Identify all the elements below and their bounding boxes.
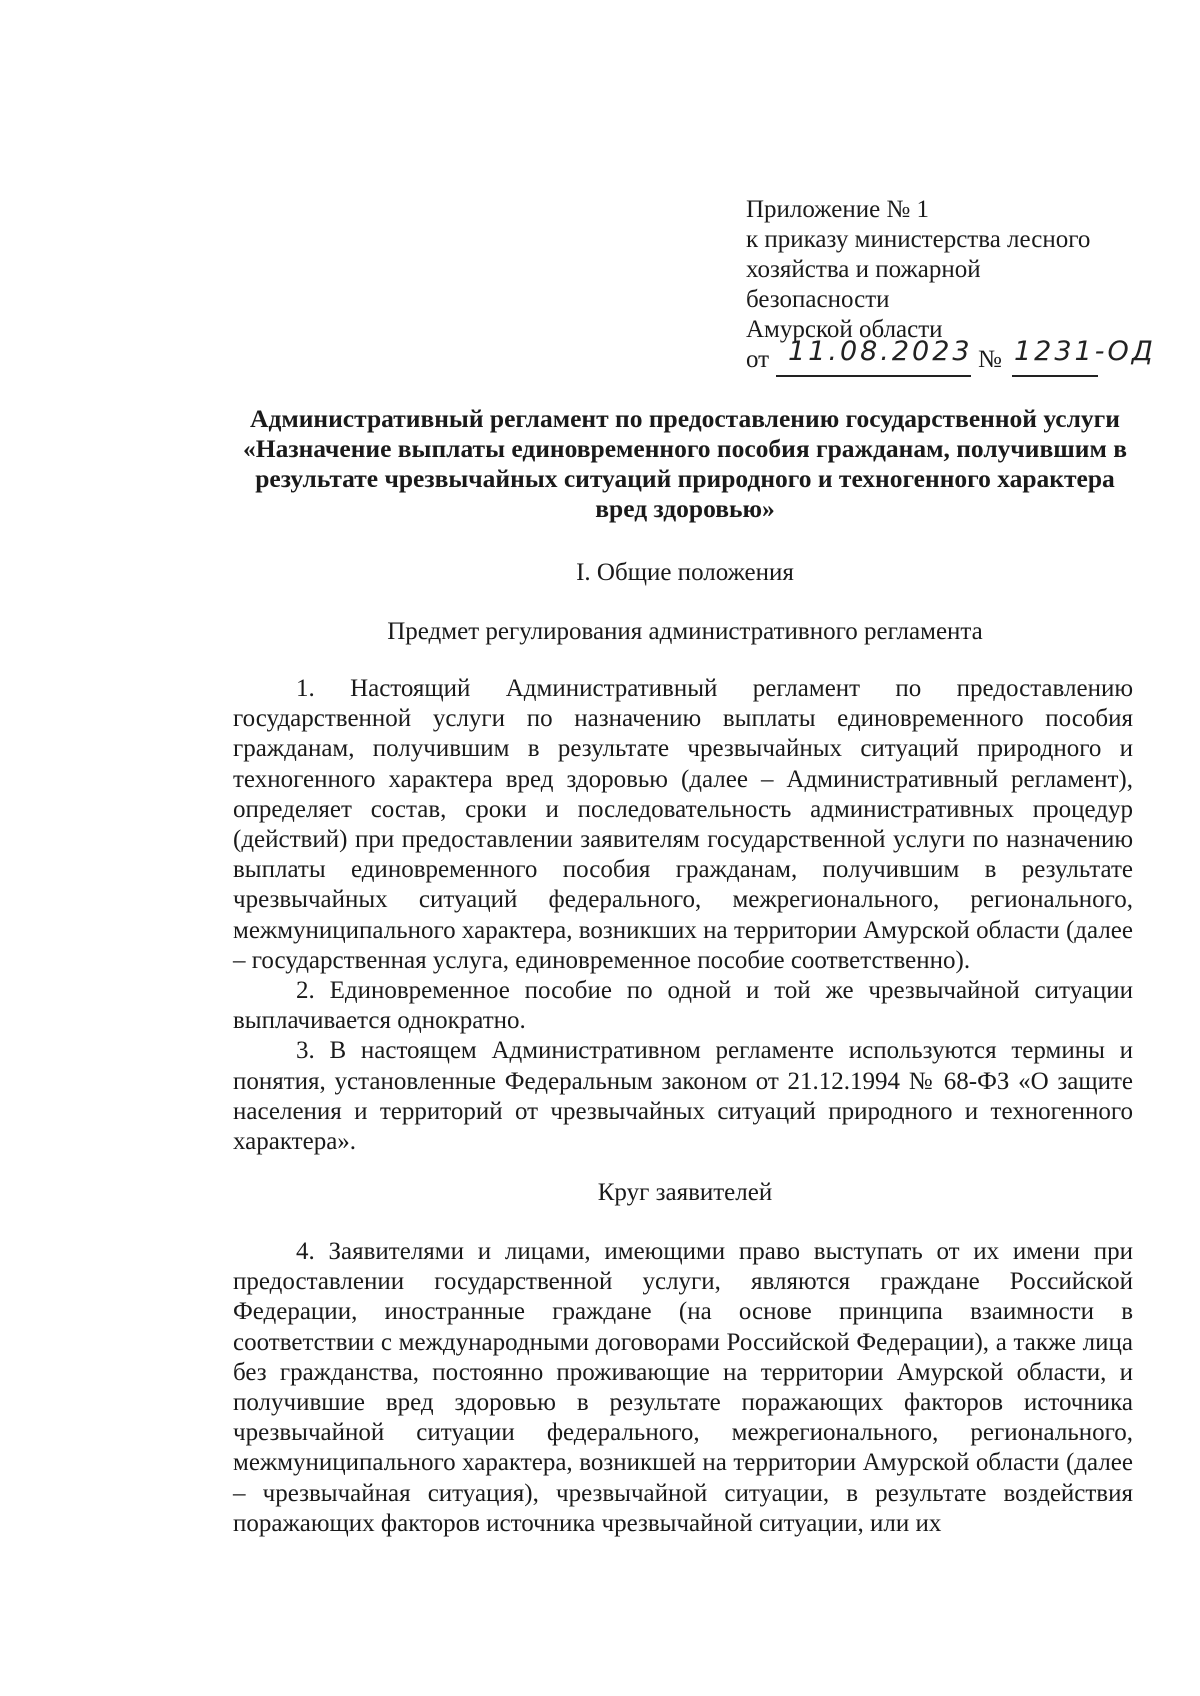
paragraph-4: 4. Заявителями и лицами, имеющими право выступать от их имени при предоставлении государственной услуги, являются граждане Российской Федерации, иностранные граждане (на основе принципа взаимности в соответствии с международными договорами Российской Федерации), а также лица без гражданства, постоянно проживающие на территории Амурской области, и получившие вред здоровью в результате поражающих факторов источника чрезвычайной ситуации федерального, межрегионального, регионального, межмуниципального характера, возникшей на территории Амурской области (далее – чрезвычайная ситуация), чрезвычайной ситуации, в результате воздействия поражающих факторов источника чрезвычайной ситуации, или их <box>233 1238 1133 1537</box>
appendix-line-1: Приложение № 1 <box>746 196 930 223</box>
from-label: от <box>746 346 770 373</box>
section-heading-general: I. Общие положения <box>576 559 794 586</box>
appendix-date-number-line <box>746 336 1166 381</box>
body-text-subject <box>233 674 1133 1157</box>
appendix-line-4: безопасности <box>746 286 890 313</box>
date-underline <box>776 375 971 377</box>
body-text-applicants <box>233 1237 1133 1539</box>
subsection-heading-applicants: Круг заявителей <box>597 1179 773 1206</box>
paragraph-2: 2. Единовременное пособие по одной и той же чрезвычайной ситуации выплачивается однократно. <box>233 977 1133 1035</box>
appendix-line-2: к приказу министерства лесного <box>746 226 1091 253</box>
document-title: Административный регламент по предоставлению государственной услуги «Назначение выплаты единовременного пособия гражданам, получившим в результате чрезвычайных ситуаций природного и техногенного характера вред здоровью» <box>243 404 1127 523</box>
number-underline <box>1012 375 1098 377</box>
subsection-heading-subject: Предмет регулирования административного регламента <box>387 618 983 645</box>
paragraph-1: 1. Настоящий Административный регламент по предоставлению государственной услуги по назначению выплаты единовременного пособия гражданам, получившим в результате чрезвычайных ситуаций природного и техногенного характера вред здоровью (далее – Административный регламент), определяет состав, сроки и последовательность административных процедур (действий) при предоставлении заявителям государственной услуги по назначению выплаты единовременного пособия гражданам, получившим в результате чрезвычайных ситуаций федерального, межрегионального, регионального, межмуниципального характера, возникших на территории Амурской области (далее – государственная услуга, единовременное пособие соответственно). <box>233 675 1133 974</box>
appendix-line-3: хозяйства и пожарной <box>746 256 981 283</box>
number-label: № <box>978 346 1002 373</box>
paragraph-3: 3. В настоящем Административном регламенте используются термины и понятия, установленные Федеральным законом от 21.12.1994 № 68-ФЗ «О защите населения и территорий от чрезвычайных ситуаций природного и техногенного характера». <box>233 1037 1133 1156</box>
handwritten-date: 11.08.2023 <box>788 336 973 367</box>
handwritten-number: 1231-ОД <box>1014 336 1156 367</box>
appendix-line-5: Амурской области <box>746 316 943 343</box>
appendix-block <box>746 195 1166 381</box>
